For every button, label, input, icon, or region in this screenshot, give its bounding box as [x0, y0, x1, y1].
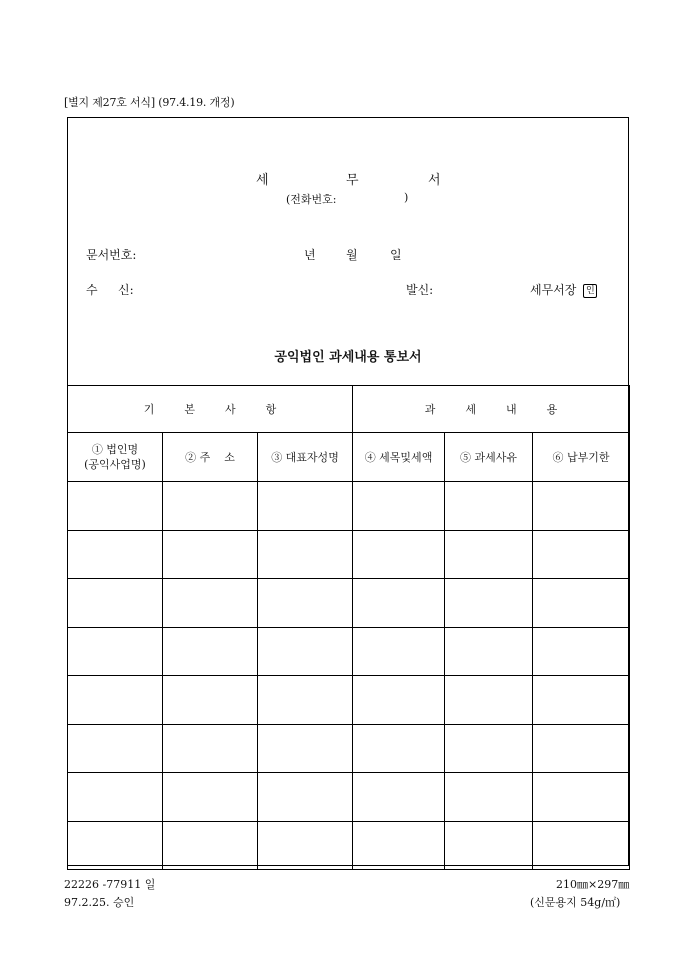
table-cell[interactable]	[353, 724, 445, 773]
table-cell[interactable]	[533, 530, 630, 579]
table-cell[interactable]	[353, 482, 445, 531]
table-cell[interactable]	[68, 773, 163, 822]
table-row	[68, 579, 630, 628]
table-cell[interactable]	[163, 676, 258, 725]
office-title-char: 세	[256, 173, 269, 188]
table-cell[interactable]	[353, 627, 445, 676]
table-cell[interactable]	[258, 627, 353, 676]
table-row	[68, 627, 630, 676]
approval-date: 97.2.25. 승인	[64, 896, 135, 909]
table-cell[interactable]	[68, 530, 163, 579]
phone-close: )	[404, 191, 409, 204]
table-cell[interactable]	[445, 773, 533, 822]
section-char: 사	[225, 403, 236, 416]
recipient-char: 수	[86, 283, 98, 297]
table-cell[interactable]	[445, 821, 533, 870]
table-cell[interactable]	[445, 676, 533, 725]
form-header	[68, 118, 628, 385]
table-row	[68, 821, 630, 870]
table-cell[interactable]	[353, 821, 445, 870]
doc-number-label: 문서번호:	[86, 248, 137, 262]
table-cell[interactable]	[533, 773, 630, 822]
section-char: 본	[184, 403, 195, 416]
table-row	[68, 724, 630, 773]
date-month: 월	[346, 248, 358, 262]
section-char: 세	[465, 403, 477, 416]
table-cell[interactable]	[445, 482, 533, 531]
table-cell[interactable]	[445, 530, 533, 579]
section-char: 내	[506, 403, 517, 416]
recipient-char: 신:	[118, 283, 134, 297]
table-cell[interactable]	[68, 627, 163, 676]
office-title-char: 무	[346, 173, 359, 188]
column-header	[68, 433, 163, 482]
section-char: 기	[143, 403, 155, 416]
table-cell[interactable]	[445, 579, 533, 628]
table-cell[interactable]	[68, 579, 163, 628]
section-char: 용	[546, 403, 558, 416]
table-cell[interactable]	[163, 724, 258, 773]
table-cell[interactable]	[533, 627, 630, 676]
table-cell[interactable]	[163, 530, 258, 579]
office-title-char: 서	[428, 173, 441, 188]
table-cell[interactable]	[163, 579, 258, 628]
table-cell[interactable]	[163, 773, 258, 822]
table-row	[68, 773, 630, 822]
section-char: 항	[265, 403, 277, 416]
table-cell[interactable]	[68, 724, 163, 773]
table-cell[interactable]	[533, 579, 630, 628]
table-cell[interactable]	[533, 676, 630, 725]
table-cell[interactable]	[258, 676, 353, 725]
column-header: ② 주 소	[163, 433, 258, 482]
table-cell[interactable]	[68, 821, 163, 870]
table-cell[interactable]	[258, 530, 353, 579]
table-cell[interactable]	[163, 482, 258, 531]
chief-signature	[530, 281, 597, 298]
section-char: 과	[424, 403, 436, 416]
table-cell[interactable]	[258, 724, 353, 773]
phone-label: (전화번호:	[286, 193, 337, 206]
paper-size: 210㎜×297㎜	[556, 878, 630, 891]
table-cell[interactable]	[353, 676, 445, 725]
form-frame	[67, 117, 629, 866]
table-cell[interactable]	[258, 482, 353, 531]
chief-label: 세무서장	[530, 283, 577, 297]
section-basic-header	[68, 386, 353, 433]
column-header-line2: (공익사업명)	[84, 458, 146, 471]
table-cell[interactable]	[163, 627, 258, 676]
form-code: 22226 -77911 일	[64, 878, 156, 891]
column-header: ⑥ 납부기한	[533, 433, 630, 482]
phone-line	[286, 191, 409, 207]
table-cell[interactable]	[533, 821, 630, 870]
tax-table	[67, 385, 630, 870]
column-header-line1: ① 법인명	[91, 443, 139, 456]
section-tax-header	[353, 386, 630, 433]
table-cell[interactable]	[533, 724, 630, 773]
date-year: 년	[304, 248, 316, 262]
column-header: ③ 대표자성명	[258, 433, 353, 482]
table-cell[interactable]	[163, 821, 258, 870]
seal-icon: 인	[583, 284, 597, 298]
table-cell[interactable]	[68, 482, 163, 531]
table-row	[68, 676, 630, 725]
table-cell[interactable]	[258, 821, 353, 870]
table-cell[interactable]	[68, 676, 163, 725]
sender-label: 발신:	[406, 283, 434, 297]
form-reference: [별지 제27호 서식] (97.4.19. 개정)	[64, 96, 235, 109]
report-title: 공익법인 과세내용 통보서	[274, 350, 422, 365]
table-cell[interactable]	[533, 482, 630, 531]
table-cell[interactable]	[353, 579, 445, 628]
column-header: ④ 세목및세액	[353, 433, 445, 482]
table-cell[interactable]	[445, 627, 533, 676]
date-day: 일	[390, 248, 402, 262]
table-cell[interactable]	[258, 579, 353, 628]
table-cell[interactable]	[353, 530, 445, 579]
paper-type: (신문용지 54g/㎡)	[530, 896, 621, 909]
table-cell[interactable]	[258, 773, 353, 822]
table-cell[interactable]	[353, 773, 445, 822]
table-row	[68, 530, 630, 579]
table-cell[interactable]	[445, 724, 533, 773]
column-header: ⑤ 과세사유	[445, 433, 533, 482]
table-row	[68, 482, 630, 531]
